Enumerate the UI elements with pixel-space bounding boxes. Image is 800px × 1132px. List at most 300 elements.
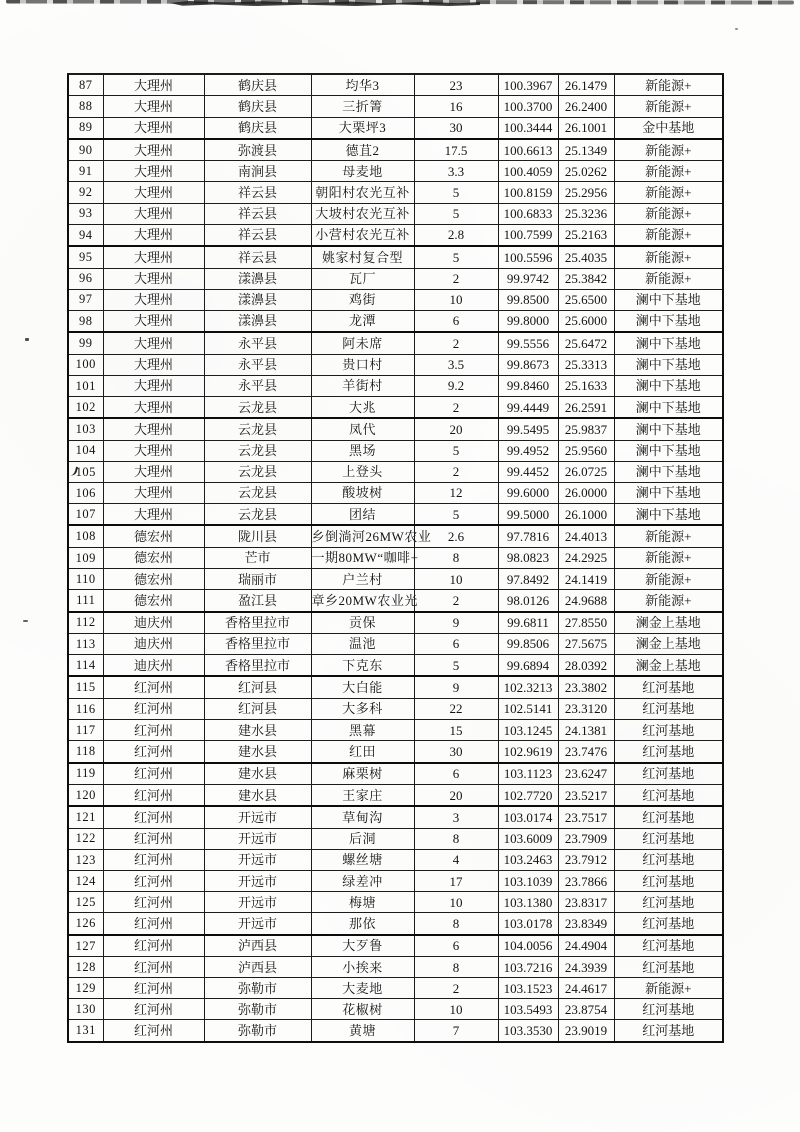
cell-prefecture: 大理州 — [103, 289, 204, 310]
cell-longitude: 97.8492 — [498, 568, 558, 589]
table-row — [68, 849, 723, 870]
cell-project_name: 小营村农光互补 — [311, 224, 414, 246]
cell-county: 陇川县 — [204, 525, 311, 547]
table-row — [68, 999, 723, 1020]
cell-county: 开远市 — [204, 828, 311, 849]
cell-no: 88 — [68, 96, 103, 117]
cell-no: 130 — [68, 999, 103, 1020]
cell-capacity_mw: 20 — [414, 418, 498, 440]
cell-prefecture: 红河州 — [103, 719, 204, 740]
cell-no: 117 — [68, 719, 103, 740]
cell-no: 101 — [68, 375, 103, 396]
cell-county: 建水县 — [204, 741, 311, 763]
cell-base: 新能源+ — [614, 224, 723, 246]
cell-project_name: 上登头 — [311, 461, 414, 482]
cell-latitude: 25.9837 — [558, 418, 614, 440]
table-row — [68, 461, 723, 482]
cell-capacity_mw: 2 — [414, 332, 498, 354]
cell-no: 109 — [68, 547, 103, 568]
table-row — [68, 612, 723, 634]
cell-longitude: 99.9742 — [498, 268, 558, 289]
cell-no: 107 — [68, 504, 103, 526]
cell-base: 新能源+ — [614, 268, 723, 289]
cell-no: 128 — [68, 957, 103, 978]
cell-latitude: 26.1000 — [558, 504, 614, 526]
cell-no: 99 — [68, 332, 103, 354]
cell-capacity_mw: 8 — [414, 957, 498, 978]
cell-longitude: 103.2463 — [498, 849, 558, 870]
cell-longitude: 100.3967 — [498, 74, 558, 96]
cell-longitude: 100.8159 — [498, 182, 558, 203]
cell-latitude: 24.4904 — [558, 935, 614, 957]
cell-prefecture: 大理州 — [103, 246, 204, 268]
table-row — [68, 139, 723, 161]
table-row — [68, 978, 723, 999]
cell-capacity_mw: 5 — [414, 504, 498, 526]
cell-capacity_mw: 10 — [414, 289, 498, 310]
cell-prefecture: 大理州 — [103, 203, 204, 224]
cell-capacity_mw: 10 — [414, 568, 498, 589]
cell-latitude: 23.7517 — [558, 806, 614, 828]
cell-capacity_mw: 4 — [414, 849, 498, 870]
cell-latitude: 23.5217 — [558, 784, 614, 806]
cell-latitude: 23.7866 — [558, 870, 614, 891]
cell-latitude: 24.1419 — [558, 568, 614, 589]
cell-latitude: 26.0725 — [558, 461, 614, 482]
cell-latitude: 25.6472 — [558, 332, 614, 354]
cell-project_name: 小挨来 — [311, 957, 414, 978]
table-row — [68, 375, 723, 396]
cell-project_name: 黑幕 — [311, 719, 414, 740]
cell-project_name: 螺丝塘 — [311, 849, 414, 870]
cell-base: 新能源+ — [614, 96, 723, 117]
cell-latitude: 26.1479 — [558, 74, 614, 96]
cell-prefecture: 大理州 — [103, 332, 204, 354]
cell-capacity_mw: 5 — [414, 203, 498, 224]
cell-base: 红河基地 — [614, 1020, 723, 1042]
cell-county: 鹤庆县 — [204, 96, 311, 117]
cell-county: 弥渡县 — [204, 139, 311, 161]
cell-project_name: 酸坡树 — [311, 482, 414, 503]
cell-longitude: 103.0174 — [498, 806, 558, 828]
cell-longitude: 103.1380 — [498, 892, 558, 913]
cell-latitude: 25.2956 — [558, 182, 614, 203]
cell-no: 129 — [68, 978, 103, 999]
cell-latitude: 28.0392 — [558, 655, 614, 677]
cell-longitude: 100.3444 — [498, 117, 558, 139]
cell-latitude: 23.8317 — [558, 892, 614, 913]
cell-base: 澜中下基地 — [614, 310, 723, 332]
cell-base: 红河基地 — [614, 870, 723, 891]
cell-latitude: 25.1349 — [558, 139, 614, 161]
cell-base: 新能源+ — [614, 590, 723, 612]
table-row — [68, 354, 723, 375]
table-row — [68, 547, 723, 568]
cell-capacity_mw: 6 — [414, 935, 498, 957]
cell-project_name: 瓦厂 — [311, 268, 414, 289]
cell-latitude: 26.2591 — [558, 396, 614, 418]
cell-no: 104 — [68, 440, 103, 461]
cell-county: 永平县 — [204, 375, 311, 396]
cell-latitude: 25.0262 — [558, 161, 614, 182]
cell-latitude: 25.2163 — [558, 224, 614, 246]
cell-latitude: 26.2400 — [558, 96, 614, 117]
cell-county: 祥云县 — [204, 203, 311, 224]
cell-county: 香格里拉市 — [204, 655, 311, 677]
cell-base: 红河基地 — [614, 806, 723, 828]
cell-capacity_mw: 6 — [414, 310, 498, 332]
cell-latitude: 24.2925 — [558, 547, 614, 568]
cell-base: 澜中下基地 — [614, 332, 723, 354]
cell-longitude: 99.8673 — [498, 354, 558, 375]
cell-county: 开远市 — [204, 849, 311, 870]
cell-county: 弥勒市 — [204, 999, 311, 1020]
cell-prefecture: 红河州 — [103, 892, 204, 913]
cell-prefecture: 红河州 — [103, 913, 204, 935]
table-row — [68, 892, 723, 913]
cell-project_name: 大栗坪3 — [311, 117, 414, 139]
cell-capacity_mw: 8 — [414, 828, 498, 849]
cell-county: 香格里拉市 — [204, 612, 311, 634]
cell-longitude: 99.8506 — [498, 633, 558, 654]
cell-capacity_mw: 5 — [414, 440, 498, 461]
cell-no: 97 — [68, 289, 103, 310]
cell-latitude: 23.3802 — [558, 676, 614, 698]
table-row — [68, 741, 723, 763]
cell-county: 漾濞县 — [204, 268, 311, 289]
cell-project_name: 贡保 — [311, 612, 414, 634]
cell-longitude: 99.4952 — [498, 440, 558, 461]
cell-prefecture: 大理州 — [103, 268, 204, 289]
cell-prefecture: 大理州 — [103, 418, 204, 440]
cell-prefecture: 大理州 — [103, 96, 204, 117]
cell-county: 云龙县 — [204, 461, 311, 482]
cell-no: 90 — [68, 139, 103, 161]
cell-no: 92 — [68, 182, 103, 203]
cell-county: 弥勒市 — [204, 978, 311, 999]
cell-longitude: 100.6833 — [498, 203, 558, 224]
cell-project_name: 乡倒淌河26MW农业 — [311, 525, 414, 547]
cell-longitude: 99.8500 — [498, 289, 558, 310]
cell-latitude: 27.8550 — [558, 612, 614, 634]
cell-county: 永平县 — [204, 332, 311, 354]
cell-base: 红河基地 — [614, 999, 723, 1020]
cell-longitude: 99.4452 — [498, 461, 558, 482]
cell-base: 红河基地 — [614, 828, 723, 849]
cell-no: 100 — [68, 354, 103, 375]
cell-county: 永平县 — [204, 354, 311, 375]
cell-county: 泸西县 — [204, 935, 311, 957]
cell-base: 澜中下基地 — [614, 289, 723, 310]
cell-project_name: 后洞 — [311, 828, 414, 849]
cell-prefecture: 红河州 — [103, 784, 204, 806]
cell-base: 新能源+ — [614, 525, 723, 547]
cell-latitude: 25.3313 — [558, 354, 614, 375]
table-row — [68, 1020, 723, 1042]
cell-longitude: 103.1523 — [498, 978, 558, 999]
cell-longitude: 100.7599 — [498, 224, 558, 246]
cell-base: 红河基地 — [614, 763, 723, 785]
cell-no: 120 — [68, 784, 103, 806]
table-row — [68, 633, 723, 654]
cell-project_name: 那依 — [311, 913, 414, 935]
cell-project_name: 大歹鲁 — [311, 935, 414, 957]
cell-base: 新能源+ — [614, 203, 723, 224]
cell-project_name: 三折箐 — [311, 96, 414, 117]
cell-base: 澜金上基地 — [614, 633, 723, 654]
cell-county: 建水县 — [204, 719, 311, 740]
cell-capacity_mw: 23 — [414, 74, 498, 96]
cell-project_name: 草甸沟 — [311, 806, 414, 828]
cell-no: 87 — [68, 74, 103, 96]
cell-longitude: 99.6894 — [498, 655, 558, 677]
cell-county: 弥勒市 — [204, 1020, 311, 1042]
table-row — [68, 525, 723, 547]
table-row — [68, 655, 723, 677]
cell-prefecture: 迪庆州 — [103, 612, 204, 634]
cell-county: 瑞丽市 — [204, 568, 311, 589]
cell-latitude: 23.3120 — [558, 698, 614, 719]
cell-prefecture: 红河州 — [103, 741, 204, 763]
table-row — [68, 870, 723, 891]
cell-no: 123 — [68, 849, 103, 870]
cell-prefecture: 红河州 — [103, 676, 204, 698]
cell-no: 111 — [68, 590, 103, 612]
cell-project_name: 姚家村复合型 — [311, 246, 414, 268]
cell-prefecture: 大理州 — [103, 224, 204, 246]
cell-base: 红河基地 — [614, 892, 723, 913]
cell-latitude: 24.9688 — [558, 590, 614, 612]
cell-prefecture: 德宏州 — [103, 568, 204, 589]
table-row — [68, 676, 723, 698]
scan-speck — [735, 28, 738, 30]
cell-no: 89 — [68, 117, 103, 139]
cell-latitude: 24.1381 — [558, 719, 614, 740]
cell-county: 云龙县 — [204, 482, 311, 503]
table-row — [68, 246, 723, 268]
cell-project_name: 章乡20MW农业光 — [311, 590, 414, 612]
cell-county: 开远市 — [204, 892, 311, 913]
cell-longitude: 99.8460 — [498, 375, 558, 396]
cell-no: 113 — [68, 633, 103, 654]
scan-speck — [25, 338, 29, 341]
cell-prefecture: 德宏州 — [103, 547, 204, 568]
cell-no: 116 — [68, 698, 103, 719]
cell-capacity_mw: 9.2 — [414, 375, 498, 396]
cell-latitude: 25.3842 — [558, 268, 614, 289]
cell-prefecture: 红河州 — [103, 849, 204, 870]
cell-longitude: 103.3530 — [498, 1020, 558, 1042]
cell-prefecture: 红河州 — [103, 957, 204, 978]
cell-prefecture: 迪庆州 — [103, 633, 204, 654]
cell-no: 93 — [68, 203, 103, 224]
cell-capacity_mw: 17.5 — [414, 139, 498, 161]
cell-capacity_mw: 2.8 — [414, 224, 498, 246]
table-row — [68, 719, 723, 740]
cell-capacity_mw: 2 — [414, 978, 498, 999]
cell-no: 127 — [68, 935, 103, 957]
cell-capacity_mw: 6 — [414, 763, 498, 785]
cell-base: 澜中下基地 — [614, 482, 723, 503]
table-row — [68, 182, 723, 203]
cell-prefecture: 大理州 — [103, 117, 204, 139]
cell-county: 开远市 — [204, 870, 311, 891]
cell-county: 建水县 — [204, 763, 311, 785]
cell-prefecture: 大理州 — [103, 461, 204, 482]
cell-base: 红河基地 — [614, 784, 723, 806]
cell-project_name: 阿未席 — [311, 332, 414, 354]
cell-project_name: 大麦地 — [311, 978, 414, 999]
cell-prefecture: 红河州 — [103, 870, 204, 891]
cell-capacity_mw: 8 — [414, 913, 498, 935]
cell-project_name: 黄塘 — [311, 1020, 414, 1042]
cell-longitude: 102.9619 — [498, 741, 558, 763]
cell-capacity_mw: 16 — [414, 96, 498, 117]
cell-prefecture: 迪庆州 — [103, 655, 204, 677]
cell-latitude: 23.7912 — [558, 849, 614, 870]
cell-no: 115 — [68, 676, 103, 698]
cell-no: 102 — [68, 396, 103, 418]
cell-longitude: 103.1123 — [498, 763, 558, 785]
cell-prefecture: 红河州 — [103, 978, 204, 999]
cell-base: 新能源+ — [614, 978, 723, 999]
cell-no: 96 — [68, 268, 103, 289]
cell-county: 漾濞县 — [204, 310, 311, 332]
cell-project_name: 大白能 — [311, 676, 414, 698]
cell-prefecture: 红河州 — [103, 828, 204, 849]
projects-table — [67, 73, 724, 1043]
cell-county: 泸西县 — [204, 957, 311, 978]
cell-base: 澜金上基地 — [614, 655, 723, 677]
cell-capacity_mw: 10 — [414, 999, 498, 1020]
cell-latitude: 25.6500 — [558, 289, 614, 310]
cell-base: 新能源+ — [614, 568, 723, 589]
cell-project_name: 花椒树 — [311, 999, 414, 1020]
cell-project_name: 王家庄 — [311, 784, 414, 806]
cell-prefecture: 大理州 — [103, 482, 204, 503]
cell-longitude: 99.5556 — [498, 332, 558, 354]
table-row — [68, 440, 723, 461]
cell-capacity_mw: 5 — [414, 655, 498, 677]
cell-base: 红河基地 — [614, 741, 723, 763]
cell-capacity_mw: 17 — [414, 870, 498, 891]
cell-longitude: 102.5141 — [498, 698, 558, 719]
cell-prefecture: 德宏州 — [103, 590, 204, 612]
cell-county: 祥云县 — [204, 246, 311, 268]
cell-latitude: 23.9019 — [558, 1020, 614, 1042]
cell-base: 新能源+ — [614, 161, 723, 182]
cell-latitude: 23.6247 — [558, 763, 614, 785]
cell-prefecture: 红河州 — [103, 935, 204, 957]
table-row — [68, 418, 723, 440]
cell-prefecture: 大理州 — [103, 161, 204, 182]
cell-prefecture: 大理州 — [103, 74, 204, 96]
cell-longitude: 97.7816 — [498, 525, 558, 547]
cell-capacity_mw: 22 — [414, 698, 498, 719]
cell-base: 澜中下基地 — [614, 354, 723, 375]
cell-county: 红河县 — [204, 698, 311, 719]
cell-project_name: 红田 — [311, 741, 414, 763]
cell-longitude: 102.7720 — [498, 784, 558, 806]
cell-base: 红河基地 — [614, 849, 723, 870]
cell-county: 云龙县 — [204, 418, 311, 440]
table-row — [68, 784, 723, 806]
cell-longitude: 103.7216 — [498, 957, 558, 978]
cell-no: 114 — [68, 655, 103, 677]
cell-project_name: 温池 — [311, 633, 414, 654]
cell-longitude: 100.4059 — [498, 161, 558, 182]
cell-project_name: 大兆 — [311, 396, 414, 418]
cell-base: 红河基地 — [614, 957, 723, 978]
cell-no: 94 — [68, 224, 103, 246]
table-row — [68, 310, 723, 332]
cell-base: 金中基地 — [614, 117, 723, 139]
cell-base: 红河基地 — [614, 698, 723, 719]
cell-base: 红河基地 — [614, 935, 723, 957]
table-row — [68, 828, 723, 849]
scan-speck — [23, 620, 28, 622]
cell-project_name: 黑场 — [311, 440, 414, 461]
cell-base: 新能源+ — [614, 74, 723, 96]
cell-prefecture: 红河州 — [103, 763, 204, 785]
cell-longitude: 103.5493 — [498, 999, 558, 1020]
cell-no: 103 — [68, 418, 103, 440]
cell-base: 新能源+ — [614, 139, 723, 161]
table-row — [68, 913, 723, 935]
cell-no: 119 — [68, 763, 103, 785]
cell-longitude: 98.0126 — [498, 590, 558, 612]
cell-county: 开远市 — [204, 806, 311, 828]
cell-base: 澜中下基地 — [614, 440, 723, 461]
cell-county: 芒市 — [204, 547, 311, 568]
cell-county: 云龙县 — [204, 396, 311, 418]
table-row — [68, 806, 723, 828]
table-row — [68, 957, 723, 978]
cell-no: 106 — [68, 482, 103, 503]
cell-longitude: 99.6811 — [498, 612, 558, 634]
cell-county: 开远市 — [204, 913, 311, 935]
cell-latitude: 26.1001 — [558, 117, 614, 139]
table-row — [68, 332, 723, 354]
table-row — [68, 935, 723, 957]
cell-latitude: 26.0000 — [558, 482, 614, 503]
cell-capacity_mw: 3.5 — [414, 354, 498, 375]
cell-project_name: 绿差冲 — [311, 870, 414, 891]
cell-capacity_mw: 9 — [414, 612, 498, 634]
cell-base: 新能源+ — [614, 182, 723, 203]
cell-latitude: 25.1633 — [558, 375, 614, 396]
table-row — [68, 96, 723, 117]
cell-project_name: 朝阳村农光互补 — [311, 182, 414, 203]
cell-longitude: 99.8000 — [498, 310, 558, 332]
cell-prefecture: 大理州 — [103, 396, 204, 418]
cell-county: 漾濞县 — [204, 289, 311, 310]
cell-no: 112 — [68, 612, 103, 634]
cell-base: 红河基地 — [614, 913, 723, 935]
cell-capacity_mw: 2 — [414, 396, 498, 418]
cell-longitude: 103.6009 — [498, 828, 558, 849]
cell-no: 124 — [68, 870, 103, 891]
cell-prefecture: 大理州 — [103, 139, 204, 161]
cell-no: 108 — [68, 525, 103, 547]
cell-capacity_mw: 8 — [414, 547, 498, 568]
cell-project_name: 大坡村农光互补 — [311, 203, 414, 224]
cell-capacity_mw: 3.3 — [414, 161, 498, 182]
cell-project_name: 团结 — [311, 504, 414, 526]
cell-prefecture: 大理州 — [103, 440, 204, 461]
cell-latitude: 25.4035 — [558, 246, 614, 268]
cell-capacity_mw: 30 — [414, 741, 498, 763]
